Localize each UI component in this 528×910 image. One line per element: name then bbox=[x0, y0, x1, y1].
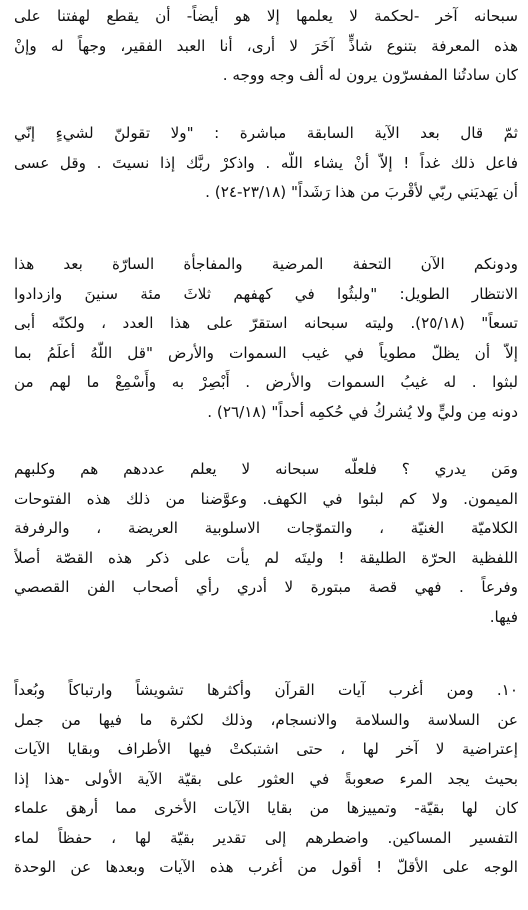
text-line: هذه المعرفة بتنوع شاذٍّ آخَرَ لا أرى، أنا العبد الفقير، وجهاً له وإنْ bbox=[14, 36, 518, 55]
text-line: عن السلاسة والسلامة والانسجام، وذلك لكثرة ما فيها من جمل bbox=[14, 710, 518, 729]
text-line: التفسير المساكين. واضطرهم إلى تقدير بقيّة لها ، حفظاً لماء bbox=[14, 828, 518, 847]
paragraph bbox=[14, 2, 518, 91]
text-line: دونه مِن وليٍّ ولا يُشركُ في حُكمِه أحداً" (٢٦/١٨) . bbox=[207, 402, 518, 421]
paragraph bbox=[14, 250, 518, 427]
paragraph bbox=[14, 676, 518, 883]
text-line: ومَن يدري ؟ فلعلّه سبحانه لا يعلم عددهم هم وكلبهم bbox=[14, 460, 518, 478]
text-line: لبثوا . له غيبُ السموات والأرض . أَبْصِرْ به وأَسْمِعْ ما لهم من bbox=[14, 373, 518, 391]
text-line: كان لها بقيّة- وتمييزها من بقايا الآيات الأخرى مما أرهق علماء bbox=[14, 799, 518, 817]
text-line: الوجه على الأقلّ ! أقول من أغرب هذه الآيات وبعدها عن الوحدة bbox=[14, 858, 518, 876]
paragraph bbox=[14, 119, 518, 208]
text-line: سبحانه آخر -لحكمة لا يعلمها إلا هو أيضاً- أن يقطع لهفتنا على bbox=[14, 7, 518, 25]
text-line: ثمّ قال بعد الآية السابقة مباشرة : "ولا تقولنّ لشيءٍ إنّي bbox=[14, 124, 518, 142]
text-line: فاعل ذلك غداً ! إلاّ أنْ يشاء اللّه . واذكرْ ربَّك إذا نسيتَ . وقل عسى bbox=[14, 153, 518, 172]
text-line: إعتراضية لا آخر لها ، حتى اشتبكتْ فيها الأطراف وبقايا الآيات bbox=[14, 740, 518, 758]
text-line: الميمون. ولا كم لبثوا في الكهف. وعوَّضنا من ذلك هذه الفتوحات bbox=[14, 489, 518, 508]
text-line: ودونكم الآن التحفة المرضية والمفاجأة السارّة بعد هذا bbox=[14, 255, 518, 273]
text-line: أن يَهديَني ربّي لأقْربَ من هذا رَشَداً" (٢٣/١٨-٢٤) . bbox=[205, 183, 518, 201]
paragraph bbox=[14, 455, 518, 632]
text-line: وفرعاً . فهي قصة مبتورة لا أدري رأي أصحاب الفن القصصي bbox=[14, 578, 518, 596]
text-line: الانتظار الطويل: "ولبثُوا في كهفهم ثلاثَ مئة سنينَ وازدادوا bbox=[14, 284, 518, 303]
text-line: إلاّ أن يظلّ مطوياً في غيب السموات والأرض "قل اللّهُ أعلَمُ بما bbox=[14, 343, 518, 362]
text-line: ١٠. ومن أغرب آيات القرآن وأكثرها تشويشاً وارتباكاً وبُعداً bbox=[14, 681, 518, 699]
text-line: بحيث يجد المرء صعوبةً في العثور على بقيّة الآية الأولى -هذا إذا bbox=[14, 769, 518, 788]
text-line: تسعاً" (٢٥/١٨). وليته سبحانه استقرّ على هذا العدد ، ولكنّه أبى bbox=[14, 314, 518, 332]
text-line: الكلاميّة الغنيّة ، والتموّجات الاسلوبية العريضة ، والرفرفة bbox=[14, 519, 518, 537]
text-line: اللفظية الحرّة الطليقة ! وليتَه لم يأت على ذكر هذه القصّة أصلاً bbox=[14, 548, 518, 567]
text-line: فيها. bbox=[489, 607, 518, 626]
text-line: كان سادتُنا المفسرّون يرون له ألف وجه ووجه . bbox=[222, 66, 518, 84]
